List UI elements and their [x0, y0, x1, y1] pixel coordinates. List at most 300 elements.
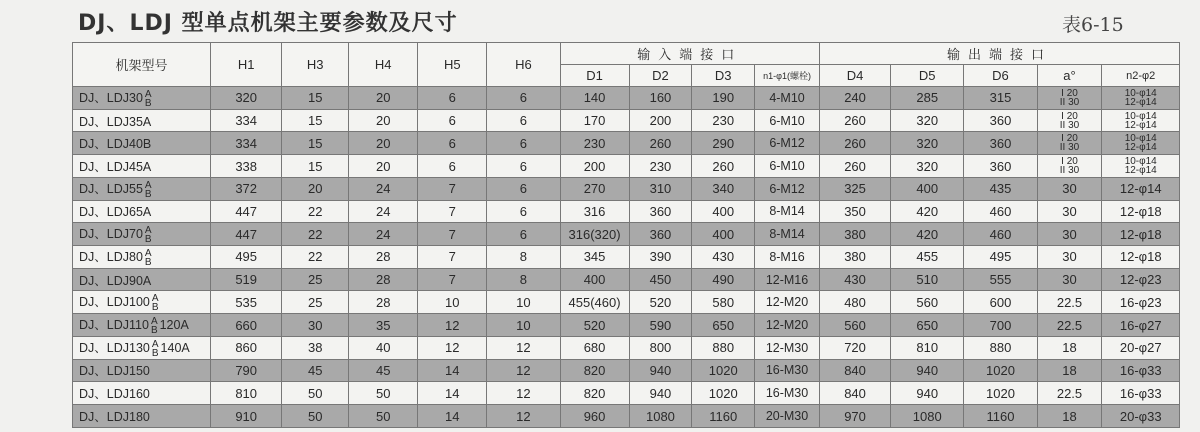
d3-cell: 260: [692, 155, 755, 178]
n2-cell-line: 12-φ14: [1124, 96, 1157, 108]
model-cell: [73, 336, 211, 359]
a-cell: 30: [1037, 200, 1102, 223]
model-name: DJ、LDJ110: [79, 318, 149, 333]
d5-cell: 400: [891, 177, 964, 200]
model-variant: A: [144, 88, 152, 100]
h6-cell: 12: [487, 382, 560, 405]
h3-cell: 50: [282, 382, 349, 405]
d1-cell: 270: [560, 177, 629, 200]
d5-cell: 320: [891, 109, 964, 132]
n2-cell: 12-φ18: [1102, 200, 1180, 223]
h1-cell: 320: [211, 87, 282, 110]
d2-cell: 360: [629, 200, 692, 223]
d1-cell: 200: [560, 155, 629, 178]
h6-cell: 12: [487, 405, 560, 428]
d4-cell: 560: [819, 314, 890, 337]
d3-cell: 1020: [692, 382, 755, 405]
n1-cell: 4-M10: [755, 87, 820, 110]
model-name: DJ、LDJ100: [79, 295, 150, 310]
h4-cell: 45: [349, 359, 418, 382]
h5-header: H5: [418, 43, 487, 87]
table-row: [73, 200, 1180, 223]
model-name: DJ、LDJ160: [79, 387, 150, 402]
n1-cell: 8-M14: [755, 200, 820, 223]
a-cell-line: II 30: [1059, 142, 1080, 154]
d5-cell: 940: [891, 359, 964, 382]
table-row: [73, 336, 1180, 359]
d1-cell: 400: [560, 268, 629, 291]
h6-cell: 8: [487, 268, 560, 291]
h5-cell: 12: [418, 336, 487, 359]
a-cell: 30: [1037, 177, 1102, 200]
d1-cell: 170: [560, 109, 629, 132]
h4-cell: 50: [349, 382, 418, 405]
page-title: DJ、LDJ 型单点机架主要参数及尺寸: [78, 11, 458, 36]
h4-header: H4: [349, 43, 418, 87]
a-cell: 18: [1037, 359, 1102, 382]
n2-header: n2-φ2: [1102, 65, 1180, 87]
d4-cell: 840: [819, 382, 890, 405]
d1-cell: 316: [560, 200, 629, 223]
d4-cell: 260: [819, 109, 890, 132]
h3-cell: 25: [282, 291, 349, 314]
d5-cell: 940: [891, 382, 964, 405]
h3-cell: 50: [282, 405, 349, 428]
n1-cell: 6-M10: [755, 155, 820, 178]
model-cell: [73, 405, 211, 428]
d6-cell: 700: [964, 314, 1037, 337]
d2-cell: 260: [629, 132, 692, 155]
h6-cell: 6: [487, 132, 560, 155]
d3-cell: 490: [692, 268, 755, 291]
h6-cell: 6: [487, 109, 560, 132]
h6-cell: 8: [487, 246, 560, 269]
h4-cell: 20: [349, 155, 418, 178]
h4-cell: 20: [349, 87, 418, 110]
h3-cell: 45: [282, 359, 349, 382]
d1-cell: 316(320): [560, 223, 629, 246]
model-variant: B: [144, 97, 152, 109]
d6-cell: 1020: [964, 382, 1037, 405]
h1-cell: 535: [211, 291, 282, 314]
model-name: DJ、LDJ30: [79, 91, 143, 105]
a-cell: 18: [1037, 405, 1102, 428]
n2-cell: [1102, 132, 1180, 155]
d4-cell: 260: [819, 132, 890, 155]
n1-cell: 8-M16: [755, 246, 820, 269]
h3-cell: 22: [282, 246, 349, 269]
h3-cell: 22: [282, 200, 349, 223]
h6-cell: 6: [487, 177, 560, 200]
d1-cell: 455(460): [560, 291, 629, 314]
model-variant-suffix: [151, 317, 158, 335]
table-row: [73, 246, 1180, 269]
n2-cell-line: 12-φ14: [1124, 142, 1157, 154]
d6-cell: 555: [964, 268, 1037, 291]
n2-cell: 12-φ14: [1102, 177, 1180, 200]
d4-cell: 325: [819, 177, 890, 200]
model-variant-suffix: [152, 294, 159, 312]
h3-header: H3: [282, 43, 349, 87]
n2-cell: 16-φ33: [1102, 382, 1180, 405]
model-extra: 140A: [160, 340, 190, 355]
h3-cell: 25: [282, 268, 349, 291]
model-variant: B: [151, 302, 159, 314]
d5-cell: 455: [891, 246, 964, 269]
a-cell: [1037, 87, 1102, 110]
d6-cell: 460: [964, 223, 1037, 246]
h5-cell: 14: [418, 359, 487, 382]
n2-cell: 16-φ23: [1102, 291, 1180, 314]
d5-cell: 810: [891, 336, 964, 359]
model-cell: [73, 132, 211, 155]
model-variant: A: [144, 179, 152, 191]
d1-cell: 680: [560, 336, 629, 359]
n2-cell: 20-φ27: [1102, 336, 1180, 359]
n2-cell: 16-φ33: [1102, 359, 1180, 382]
d3-cell: 230: [692, 109, 755, 132]
h1-cell: 447: [211, 223, 282, 246]
d3-cell: 290: [692, 132, 755, 155]
header-row-1: [73, 43, 1180, 65]
d4-cell: 430: [819, 268, 890, 291]
model-variant: A: [144, 225, 152, 237]
h5-cell: 7: [418, 268, 487, 291]
n2-cell: [1102, 109, 1180, 132]
h1-cell: 338: [211, 155, 282, 178]
d2-cell: 520: [629, 291, 692, 314]
h5-cell: 7: [418, 223, 487, 246]
d4-cell: 380: [819, 246, 890, 269]
n2-cell-line: 10-φ14: [1124, 110, 1157, 122]
d1-cell: 140: [560, 87, 629, 110]
d6-cell: 360: [964, 155, 1037, 178]
table-row: [73, 291, 1180, 314]
h1-cell: 519: [211, 268, 282, 291]
model-cell: [73, 87, 211, 110]
model-name: DJ、LDJ80: [79, 250, 143, 265]
n1-header: n1-φ1(螺栓): [755, 65, 820, 87]
h5-cell: 6: [418, 87, 487, 110]
h3-cell: 30: [282, 314, 349, 337]
h6-cell: 10: [487, 314, 560, 337]
h1-cell: 334: [211, 109, 282, 132]
d5-cell: 285: [891, 87, 964, 110]
model-variant: A: [144, 247, 152, 259]
h5-cell: 7: [418, 246, 487, 269]
h3-cell: 38: [282, 336, 349, 359]
model-name: DJ、LDJ45A: [79, 160, 152, 175]
d3-header: D3: [692, 65, 755, 87]
model-cell: [73, 109, 211, 132]
d6-cell: 1020: [964, 359, 1037, 382]
n1-cell: 6-M12: [755, 132, 820, 155]
n1-cell: 12-M16: [755, 268, 820, 291]
d5-cell: 560: [891, 291, 964, 314]
d2-cell: 940: [629, 359, 692, 382]
table-row: [73, 314, 1180, 337]
d3-cell: 190: [692, 87, 755, 110]
n2-cell: 16-φ27: [1102, 314, 1180, 337]
table-number: 表6-15: [1062, 14, 1124, 36]
d5-cell: 420: [891, 200, 964, 223]
a-header: a°: [1037, 65, 1102, 87]
d4-cell: 260: [819, 155, 890, 178]
n2-cell-line: 12-φ14: [1124, 165, 1157, 177]
n2-cell-line: 10-φ14: [1124, 87, 1157, 99]
h1-header: H1: [211, 43, 282, 87]
h3-cell: 15: [282, 87, 349, 110]
model-cell: [73, 200, 211, 223]
a-cell: 18: [1037, 336, 1102, 359]
n1-cell: 12-M30: [755, 336, 820, 359]
n1-cell: 8-M14: [755, 223, 820, 246]
d2-cell: 360: [629, 223, 692, 246]
h1-cell: 372: [211, 177, 282, 200]
d2-cell: 230: [629, 155, 692, 178]
d5-cell: 320: [891, 132, 964, 155]
d5-header: D5: [891, 65, 964, 87]
table-row: [73, 359, 1180, 382]
a-cell: [1037, 109, 1102, 132]
a-cell-line: I 20: [1061, 133, 1078, 145]
d4-cell: 380: [819, 223, 890, 246]
d5-cell: 420: [891, 223, 964, 246]
n2-cell: 20-φ33: [1102, 405, 1180, 428]
a-cell-line: II 30: [1059, 119, 1080, 131]
n2-cell: [1102, 87, 1180, 110]
model-variant: B: [151, 347, 159, 359]
model-variant: A: [151, 338, 159, 350]
d3-cell: 400: [692, 200, 755, 223]
h6-cell: 12: [487, 359, 560, 382]
h4-cell: 24: [349, 200, 418, 223]
d4-cell: 970: [819, 405, 890, 428]
table-row: [73, 268, 1180, 291]
d2-cell: 1080: [629, 405, 692, 428]
d3-cell: 430: [692, 246, 755, 269]
d5-cell: 650: [891, 314, 964, 337]
n1-cell: 20-M30: [755, 405, 820, 428]
table-row: [73, 223, 1180, 246]
table-row: [73, 87, 1180, 110]
table-row: [73, 405, 1180, 428]
d1-cell: 820: [560, 382, 629, 405]
a-cell: [1037, 155, 1102, 178]
model-name: DJ、LDJ35A: [79, 114, 152, 129]
h4-cell: 50: [349, 405, 418, 428]
h6-cell: 12: [487, 336, 560, 359]
d6-cell: 880: [964, 336, 1037, 359]
table-row: [73, 155, 1180, 178]
model-variant: B: [144, 256, 152, 268]
model-variant-suffix: [145, 90, 152, 108]
h4-cell: 24: [349, 177, 418, 200]
model-name: DJ、LDJ180: [79, 410, 150, 425]
d6-cell: 600: [964, 291, 1037, 314]
d6-cell: 460: [964, 200, 1037, 223]
input-group-header: 输入端接口: [560, 43, 819, 65]
h5-cell: 6: [418, 155, 487, 178]
n2-cell-line: 10-φ14: [1124, 133, 1157, 145]
d4-cell: 840: [819, 359, 890, 382]
model-cell: [73, 246, 211, 269]
model-name: DJ、LDJ65A: [79, 205, 152, 220]
h4-cell: 28: [349, 291, 418, 314]
h6-header: H6: [487, 43, 560, 87]
d4-header: D4: [819, 65, 890, 87]
d1-cell: 960: [560, 405, 629, 428]
h5-cell: 7: [418, 200, 487, 223]
h1-cell: 660: [211, 314, 282, 337]
h1-cell: 910: [211, 405, 282, 428]
model-name: DJ、LDJ55: [79, 181, 143, 196]
n2-cell-line: 10-φ14: [1124, 156, 1157, 168]
h3-cell: 15: [282, 155, 349, 178]
d4-cell: 240: [819, 87, 890, 110]
h3-cell: 22: [282, 223, 349, 246]
model-variant-suffix: [145, 226, 152, 244]
table-row: [73, 382, 1180, 405]
h6-cell: 6: [487, 223, 560, 246]
d3-cell: 1160: [692, 405, 755, 428]
model-name: DJ、LDJ70: [79, 227, 143, 242]
d3-cell: 400: [692, 223, 755, 246]
h1-cell: 810: [211, 382, 282, 405]
model-variant: B: [150, 324, 158, 336]
h4-cell: 28: [349, 246, 418, 269]
n2-cell: [1102, 155, 1180, 178]
h4-cell: 35: [349, 314, 418, 337]
h4-cell: 20: [349, 109, 418, 132]
model-name: DJ、LDJ130: [79, 340, 150, 355]
d5-cell: 320: [891, 155, 964, 178]
d2-cell: 800: [629, 336, 692, 359]
d1-cell: 520: [560, 314, 629, 337]
d6-cell: 1160: [964, 405, 1037, 428]
h5-cell: 6: [418, 109, 487, 132]
model-cell: [73, 268, 211, 291]
n1-cell: 16-M30: [755, 382, 820, 405]
d5-cell: 1080: [891, 405, 964, 428]
d1-cell: 820: [560, 359, 629, 382]
h5-cell: 10: [418, 291, 487, 314]
model-cell: [73, 155, 211, 178]
d6-cell: 495: [964, 246, 1037, 269]
h4-cell: 20: [349, 132, 418, 155]
d2-cell: 310: [629, 177, 692, 200]
model-variant-suffix: [145, 181, 152, 199]
a-cell-line: II 30: [1059, 165, 1080, 177]
output-group-header: 输出端接口: [819, 43, 1179, 65]
h3-cell: 20: [282, 177, 349, 200]
h1-cell: 790: [211, 359, 282, 382]
model-cell: [73, 177, 211, 200]
model-cell: [73, 223, 211, 246]
spec-table: [72, 42, 1180, 428]
model-variant-suffix: [152, 340, 159, 358]
a-cell: [1037, 132, 1102, 155]
h5-cell: 14: [418, 382, 487, 405]
model-name: DJ、LDJ90A: [79, 273, 152, 288]
d5-cell: 510: [891, 268, 964, 291]
d3-cell: 580: [692, 291, 755, 314]
model-variant: B: [144, 234, 152, 246]
d2-cell: 940: [629, 382, 692, 405]
d6-cell: 435: [964, 177, 1037, 200]
d2-cell: 450: [629, 268, 692, 291]
d6-cell: 360: [964, 109, 1037, 132]
a-cell: 30: [1037, 223, 1102, 246]
h1-cell: 334: [211, 132, 282, 155]
h5-cell: 12: [418, 314, 487, 337]
d3-cell: 880: [692, 336, 755, 359]
model-extra: 120A: [159, 318, 189, 333]
h3-cell: 15: [282, 132, 349, 155]
n1-cell: 12-M20: [755, 314, 820, 337]
model-variant: A: [151, 293, 159, 305]
model-header: 机架型号: [73, 43, 211, 87]
d2-cell: 590: [629, 314, 692, 337]
model-name: DJ、LDJ40B: [79, 137, 152, 152]
table-row: [73, 109, 1180, 132]
a-cell-line: II 30: [1059, 96, 1080, 108]
model-name: DJ、LDJ150: [79, 364, 150, 379]
a-cell-line: I 20: [1061, 156, 1078, 168]
model-cell: [73, 382, 211, 405]
d1-cell: 345: [560, 246, 629, 269]
n1-cell: 6-M10: [755, 109, 820, 132]
d6-cell: 360: [964, 132, 1037, 155]
n2-cell: 12-φ18: [1102, 223, 1180, 246]
model-cell: [73, 359, 211, 382]
n2-cell: 12-φ18: [1102, 246, 1180, 269]
d4-cell: 720: [819, 336, 890, 359]
table-row: [73, 177, 1180, 200]
d1-header: D1: [560, 65, 629, 87]
a-cell-line: I 20: [1061, 110, 1078, 122]
n2-cell-line: 12-φ14: [1124, 119, 1157, 131]
n1-cell: 6-M12: [755, 177, 820, 200]
d6-header: D6: [964, 65, 1037, 87]
d2-cell: 390: [629, 246, 692, 269]
h4-cell: 28: [349, 268, 418, 291]
d3-cell: 1020: [692, 359, 755, 382]
table-row: [73, 132, 1180, 155]
h1-cell: 447: [211, 200, 282, 223]
model-cell: [73, 291, 211, 314]
h6-cell: 10: [487, 291, 560, 314]
h5-cell: 7: [418, 177, 487, 200]
d2-cell: 160: [629, 87, 692, 110]
h6-cell: 6: [487, 155, 560, 178]
a-cell-line: I 20: [1061, 87, 1078, 99]
h3-cell: 15: [282, 109, 349, 132]
d3-cell: 650: [692, 314, 755, 337]
model-variant: A: [150, 315, 158, 327]
a-cell: 30: [1037, 268, 1102, 291]
a-cell: 22.5: [1037, 291, 1102, 314]
d2-cell: 200: [629, 109, 692, 132]
model-variant: B: [144, 188, 152, 200]
n2-cell: 12-φ23: [1102, 268, 1180, 291]
h4-cell: 40: [349, 336, 418, 359]
d6-cell: 315: [964, 87, 1037, 110]
n1-cell: 16-M30: [755, 359, 820, 382]
h6-cell: 6: [487, 87, 560, 110]
d4-cell: 350: [819, 200, 890, 223]
h6-cell: 6: [487, 200, 560, 223]
